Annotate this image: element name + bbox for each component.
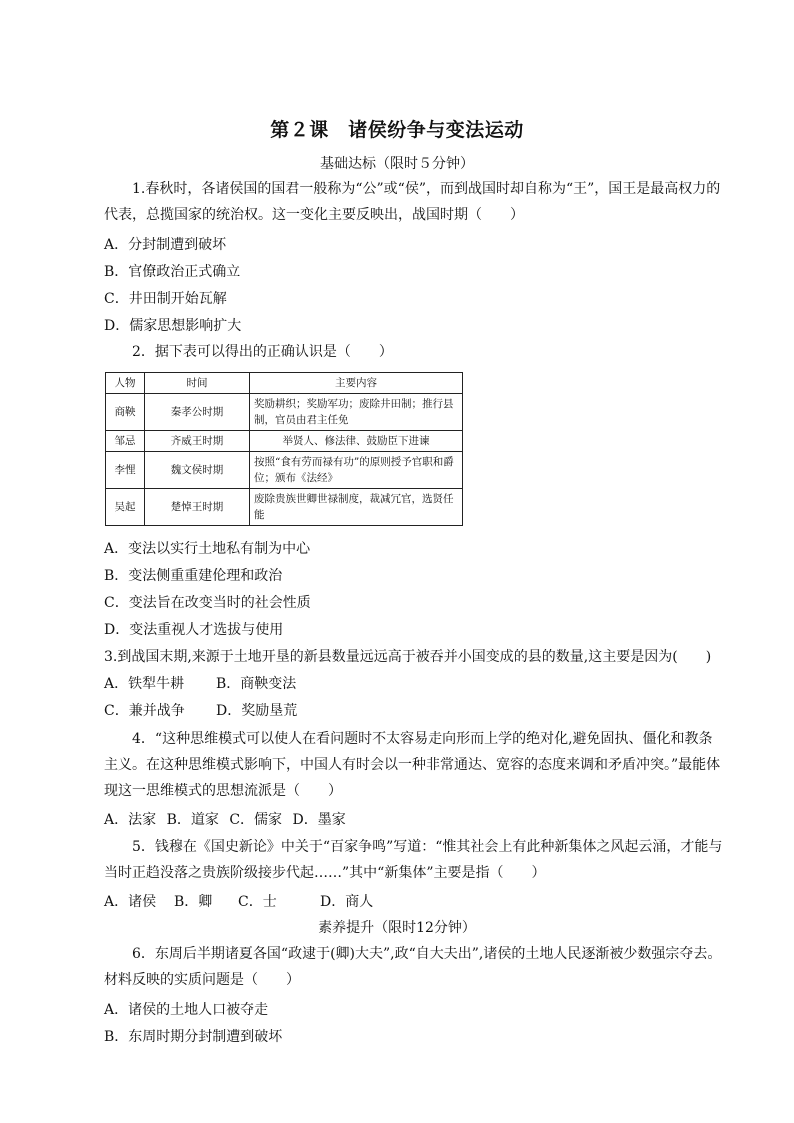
table-cell: 秦孝公时期 bbox=[145, 394, 250, 431]
question-3-stem: 3.到战国末期,来源于土地开垦的新县数量远远高于被吞并小国变成的县的数量,这主要是因为( ) bbox=[104, 649, 712, 665]
question-6 bbox=[104, 941, 724, 993]
table-cell: 楚悼王时期 bbox=[145, 489, 250, 526]
q4-option-b: B．道家 bbox=[166, 812, 219, 828]
section-advanced: 素养提升（限时12分钟） bbox=[318, 920, 476, 936]
q1-option-c: C．井田制开始瓦解 bbox=[104, 291, 227, 307]
question-1 bbox=[104, 176, 724, 228]
q6-option-b: B．东周时期分封制遭到破坏 bbox=[104, 1029, 283, 1045]
question-6-stem: 6．东周后半期诸夏各国“政逮于(卿)大夫”,政“自大夫出”,诸侯的土地人民逐渐被少数强宗夺去。材料反映的实质问题是（ ） bbox=[104, 946, 722, 988]
table-cell: 李悝 bbox=[106, 452, 145, 489]
table-header-cell: 人物 bbox=[106, 373, 145, 394]
q3-option-d: D．奖励垦荒 bbox=[216, 703, 298, 719]
q3-options-row-1 bbox=[104, 674, 296, 694]
question-5 bbox=[104, 834, 724, 886]
table-cell: 吴起 bbox=[106, 489, 145, 526]
question-4 bbox=[104, 726, 724, 804]
question-4-stem: 4．“这种思维模式可以使人在看问题时不太容易走向形而上学的绝对化,避免固执、僵化和教条主义。在这种思维模式影响下，中国人有时会以一种非常通达、宽容的态度来调和矛盾冲突。”最能体现这一思维模式的思想流派是（ ） bbox=[104, 731, 721, 799]
table-cell: 废除贵族世卿世禄制度，裁减冗官，选贤任能 bbox=[250, 489, 463, 526]
table-cell: 按照“食有劳而禄有功”的原则授予官职和爵位；颁布《法经》 bbox=[250, 452, 463, 489]
q5-options-row bbox=[104, 892, 373, 912]
question-2-stem: 2．据下表可以得出的正确认识是（ ） bbox=[132, 344, 393, 360]
reform-table bbox=[105, 372, 463, 526]
q3-option-c: C．兼并战争 bbox=[104, 703, 185, 719]
table-row bbox=[106, 489, 463, 526]
q1-option-b: B．官僚政治正式确立 bbox=[104, 264, 241, 280]
question-5-stem: 5．钱穆在《国史新论》中关于“百家争鸣”写道：“惟其社会上有此种新集体之风起云涌，才能与当时正趋没落之贵族阶级接步代起……”其中“新集体”主要是指（ ） bbox=[104, 839, 723, 881]
lesson-title: 第２课 诸侯纷争与变法运动 bbox=[270, 119, 524, 141]
question-1-stem: 1.春秋时，各诸侯国的国君一般称为“公”或“侯”，而到战国时却自称为“王”，国王是最高权力的代表，总揽国家的统治权。这一变化主要反映出，战国时期（ ） bbox=[104, 181, 721, 223]
q2-option-b: B．变法侧重重建伦理和政治 bbox=[104, 568, 283, 584]
q6-option-a: A．诸侯的土地人口被夺走 bbox=[104, 1002, 269, 1018]
section-basic: 基础达标（限时５分钟） bbox=[320, 156, 474, 172]
table-cell: 举贤人、修法律、鼓励臣下进谏 bbox=[250, 431, 463, 452]
q1-option-d: D．儒家思想影响扩大 bbox=[104, 318, 242, 334]
q4-option-d: D．墨家 bbox=[292, 812, 346, 828]
table-row bbox=[106, 431, 463, 452]
q4-options-row bbox=[104, 810, 346, 830]
table-cell: 商鞅 bbox=[106, 394, 145, 431]
question-3 bbox=[104, 644, 724, 670]
q1-option-a: A．分封制遭到破坏 bbox=[104, 237, 227, 253]
q3-option-a: A．铁犁牛耕 bbox=[104, 676, 185, 692]
q4-option-c: C．儒家 bbox=[229, 812, 283, 828]
table-cell: 奖励耕织；奖励军功；废除井田制；推行县制，官员由君主任免 bbox=[250, 394, 463, 431]
question-2 bbox=[104, 339, 724, 365]
table-header-row bbox=[106, 373, 463, 394]
q4-option-a: A．法家 bbox=[104, 812, 157, 828]
table-cell: 邹忌 bbox=[106, 431, 145, 452]
q5-option-a: A．诸侯 bbox=[104, 894, 157, 910]
q5-option-b: B．卿 bbox=[174, 894, 213, 910]
table-cell: 齐威王时期 bbox=[145, 431, 250, 452]
q2-option-c: C．变法旨在改变当时的社会性质 bbox=[104, 595, 311, 611]
q2-option-a: A．变法以实行土地私有制为中心 bbox=[104, 541, 311, 557]
table-row bbox=[106, 452, 463, 489]
q2-option-d: D．变法重视人才选拔与使用 bbox=[104, 622, 284, 638]
table-cell: 魏文侯时期 bbox=[145, 452, 250, 489]
q3-option-b: B．商鞅变法 bbox=[216, 676, 297, 692]
q3-options-row-2 bbox=[104, 701, 297, 721]
q5-option-c: C．士 bbox=[238, 894, 277, 910]
table-row bbox=[106, 394, 463, 431]
table-header-cell: 主要内容 bbox=[250, 373, 463, 394]
table-header-cell: 时间 bbox=[145, 373, 250, 394]
q5-option-d: D．商人 bbox=[320, 894, 374, 910]
